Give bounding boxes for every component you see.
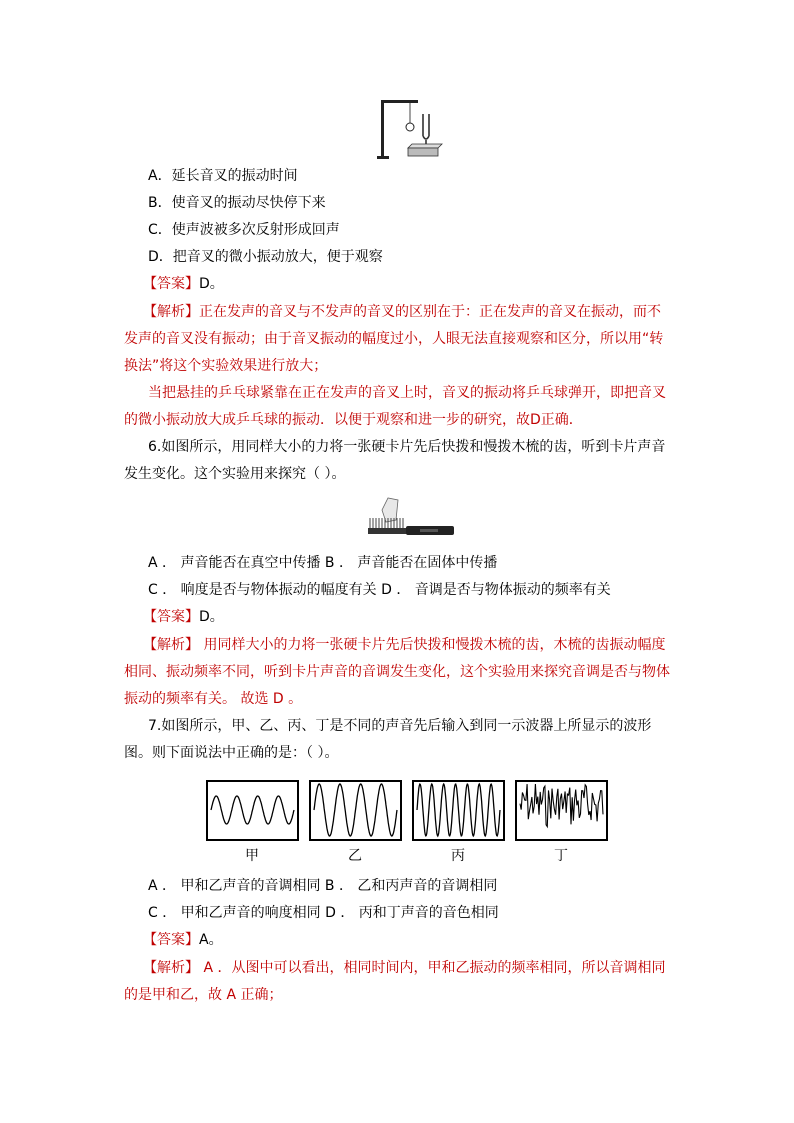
q6-stem-line-1: 6.如图所示，用同样大小的力将一张硬卡片先后快拨和慢拨木梳的齿，听到卡片声音 — [148, 439, 666, 455]
q7-option-cd: C ． 甲和乙声音的响度相同 D ． 丙和丁声音的音色相同 — [148, 905, 499, 921]
q5-option-d: D．把音叉的微小振动放大，便于观察 — [148, 249, 383, 265]
q5-option-c: C．使声波被多次反射形成回声 — [148, 222, 340, 238]
wave-panel-bing — [413, 781, 504, 864]
q6-analysis-line-1 — [143, 635, 665, 655]
q7-analysis-line-2: 的是甲和乙，故 A 正确； — [124, 987, 283, 1003]
q5-analysis-line-3: 换法”将这个实验效果进行放大； — [124, 358, 328, 374]
answer-value: A。 — [199, 932, 223, 948]
answer-value: D。 — [199, 276, 224, 292]
q5-option-a: A．延长音叉的振动时间 — [148, 168, 298, 184]
q5-analysis-line-5: 的微小振动放大成乒乓球的振动．以便于观察和进一步的研究，故D正确． — [124, 412, 583, 428]
q7-analysis-line-1 — [143, 958, 665, 978]
wave-panel-jia — [207, 781, 298, 864]
q6-answer — [143, 607, 224, 627]
q7-stem-line-2: 图。则下面说法中正确的是：（ ）。 — [124, 745, 339, 761]
answer-value: D。 — [199, 609, 224, 625]
analysis-text: 用同样大小的力将一张硬卡片先后快拨和慢拨木梳的齿，木梳的齿振动幅度 — [199, 637, 666, 653]
wave-label-bing: 丙 — [451, 848, 465, 864]
q5-answer — [143, 274, 224, 294]
waveform-figure — [204, 778, 610, 870]
q5-analysis-line-2: 发声的音叉没有振动；由于音叉振动的幅度过小，人眼无法直接观察和区分，所以用“转 — [124, 331, 664, 347]
q6-stem-line-2: 发生变化。这个实验用来探究（ ）。 — [124, 466, 346, 482]
tuning-fork-figure — [372, 92, 447, 162]
q5-analysis-line-4: 当把悬挂的乒乓球紧靠在正在发声的音叉上时，音叉的振动将乒乓球弹开，即把音叉 — [148, 385, 666, 401]
comb-card-figure — [362, 496, 457, 538]
analysis-text: 正在发声的音叉与不发声的音叉的区别在于：正在发声的音叉在振动，而不 — [199, 304, 661, 320]
q6-option-cd: C ． 响度是否与物体振动的幅度有关 D ． 音调是否与物体振动的频率有关 — [148, 582, 611, 598]
answer-tag: 【答案】 — [143, 932, 199, 948]
wave-label-jia: 甲 — [245, 848, 259, 864]
wave-label-ding: 丁 — [554, 848, 568, 864]
q6-analysis-line-2: 相同、振动频率不同，听到卡片声音的音调发生变化，这个实验用来探究音调是否与物体 — [124, 664, 670, 680]
answer-tag: 【答案】 — [143, 276, 199, 292]
q5-option-b: B．使音叉的振动尽快停下来 — [148, 195, 326, 211]
wave-panel-ding — [516, 781, 607, 864]
analysis-text: A ．从图中可以看出，相同时间内，甲和乙振动的频率相同，所以音调相同 — [199, 960, 666, 976]
analysis-tag: 【解析】 — [143, 637, 199, 653]
q6-analysis-line-3: 振动的频率有关。 故选 D 。 — [124, 691, 303, 707]
q5-analysis-line-1 — [143, 302, 661, 322]
wave-panel-yi — [310, 781, 401, 864]
q7-option-ab: A ． 甲和乙声音的音调相同 B ． 乙和丙声音的音调相同 — [148, 878, 498, 894]
q6-option-ab: A ． 声音能否在真空中传播 B ． 声音能否在固体中传播 — [148, 555, 498, 571]
q7-answer — [143, 930, 223, 950]
wave-label-yi: 乙 — [348, 848, 362, 864]
analysis-tag: 【解析】 — [143, 304, 199, 320]
analysis-tag: 【解析】 — [143, 960, 199, 976]
answer-tag: 【答案】 — [143, 609, 199, 625]
q7-stem-line-1: 7.如图所示，甲、乙、丙、丁是不同的声音先后输入到同一示波器上所显示的波形 — [148, 718, 652, 734]
